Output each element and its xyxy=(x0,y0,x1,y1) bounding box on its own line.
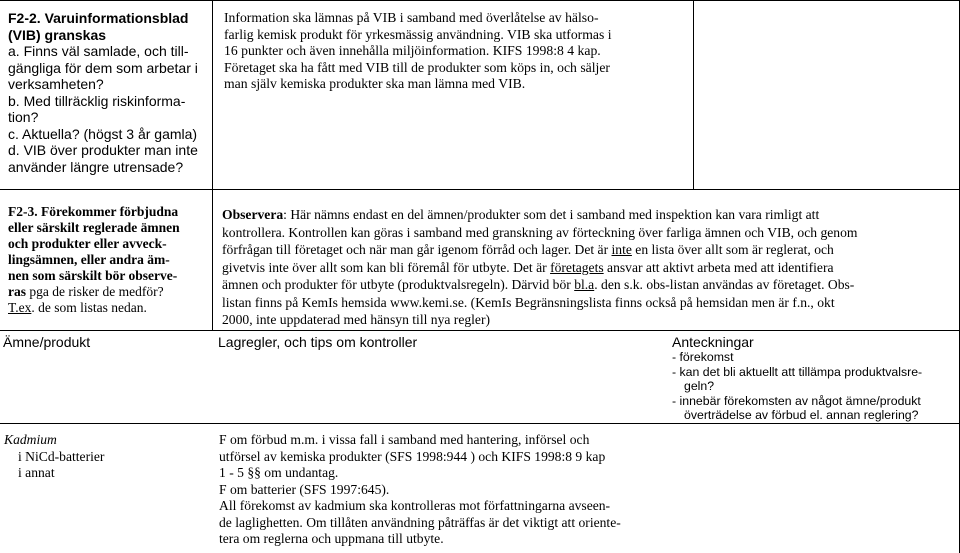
f2-2-item: verksamheten? xyxy=(8,76,104,92)
observera-line xyxy=(222,259,957,277)
observera-underline: inte xyxy=(611,242,632,257)
f2-3-line: lingsämnen, eller andra äm- xyxy=(8,252,170,267)
f2-3-line xyxy=(8,300,210,316)
observera-line xyxy=(222,276,957,294)
tex-link[interactable]: T.ex xyxy=(8,300,32,315)
column-header-notes: Anteckningar xyxy=(672,334,754,350)
substance-item: i annat xyxy=(18,465,55,480)
observera-underline: företagets xyxy=(550,259,604,275)
vib-info-line: man själv kemiska produkter ska man lämna med VIB. xyxy=(224,76,526,91)
notes-list xyxy=(672,350,957,423)
observera-text: förfrågan till företaget och när man går igenom förråd och lager. Det är xyxy=(222,242,612,257)
observera-line xyxy=(222,241,957,259)
notes-item: - kan det bli aktuellt att tillämpa produktvalsre- xyxy=(672,364,923,379)
notes-item: - innebär förekomsten av något ämne/produkt xyxy=(672,393,921,408)
f2-3-line: nen som särskilt bör observe- xyxy=(8,268,178,283)
f2-3-line: eller särskilt reglerade ämnen xyxy=(8,220,180,235)
notes-item: geln? xyxy=(684,379,715,393)
col-divider-left-top xyxy=(212,0,213,190)
f2-2-item: a. Finns väl samlade, och till- xyxy=(8,43,189,59)
observera-line: kontrollera. Kontrollen kan göras i samband med granskning av förteckning över farliga ämnen och VIB, och genom xyxy=(222,224,858,240)
f2-3-line xyxy=(8,284,210,300)
f2-3-question xyxy=(8,204,210,316)
observera-line: 2000, inte uppdaterad med hänsyn till nya regler) xyxy=(222,312,491,327)
f2-2-question xyxy=(8,10,208,175)
notes-item: - förekomst xyxy=(672,350,734,364)
f2-3-line-rest: pga de risker de medför? xyxy=(26,284,164,299)
notes-item: överträdelse av förbud el. annan reglering? xyxy=(684,408,919,422)
observera-line: listan finns på KemIs hemsida www.kemi.se. (KemIs Begränsningslista finns också på hemsidan men är f.n., okt xyxy=(222,294,835,310)
row-divider-1 xyxy=(0,189,960,190)
observera-text: givetvis inte över allt som kan bli föremål för utbyte. Det är xyxy=(222,259,551,275)
f2-2-item: c. Aktuella? (högst 3 år gamla) xyxy=(8,125,198,142)
f2-3-bold-word: ras xyxy=(8,284,26,299)
column-header-substance: Ämne/produkt xyxy=(3,334,91,350)
rule-line: tera om reglerna och uppmana till utbyte. xyxy=(219,531,444,546)
f2-2-item: b. Med tillräcklig riskinforma- xyxy=(8,92,186,109)
column-header-rules: Lagregler, och tips om kontroller xyxy=(218,334,418,350)
observera-text: ansvar att aktivt arbeta med att identifiera xyxy=(603,259,834,275)
observera-text: ämnen och produkter för utbyte (produktvalsregeln). Därvid bör xyxy=(222,277,575,292)
vib-info-line: Information ska lämnas på VIB i samband med överlåtelse av hälso- xyxy=(224,10,599,25)
observera-underline: bl.a xyxy=(574,277,595,292)
rule-line: F om batterier (SFS 1997:645). xyxy=(219,481,390,497)
row-divider-2 xyxy=(0,330,960,331)
f2-3-line: och produkter eller avveck- xyxy=(8,236,167,251)
observera-note xyxy=(222,206,957,329)
kadmium-rules xyxy=(219,432,679,548)
rule-line: All förekomst av kadmium ska kontrolleras mot författningarna avseen- xyxy=(219,498,611,513)
col-divider-left-mid xyxy=(212,190,213,330)
rule-line: de laglighetten. Om tillåten användning påträffas är det viktigt att oriente- xyxy=(219,514,621,530)
substance-kadmium xyxy=(4,432,209,482)
row-divider-3 xyxy=(0,423,960,424)
f2-3-line-rest: . de som listas nedan. xyxy=(31,300,147,315)
observera-text: . den s.k. obs-listan användas av företaget. Obs- xyxy=(594,277,855,292)
observera-text: : Här nämns endast en del ämnen/produkter som det i samband med inspektion kan vara rimligt att xyxy=(283,207,820,222)
f2-2-heading-text: F2-2. Varuinformationsblad (VIB) granskas xyxy=(8,10,189,43)
vib-info-line: Företaget ska ha fått med VIB till de produkter som köps in, och säljer xyxy=(224,59,610,75)
substance-name: Kadmium xyxy=(4,432,57,447)
f2-2-item: använder längre utrensade? xyxy=(8,158,184,175)
vib-info-line: 16 punkter och även innehålla miljöinformation. KIFS 1998:8 4 kap. xyxy=(224,43,601,58)
observera-text: en lista över allt som är reglerat, och xyxy=(631,242,834,257)
vib-info-line: farlig kemisk produkt för yrkesmässig användning. VIB ska utformas i xyxy=(224,26,612,42)
f2-2-item: d. VIB över produkter man inte xyxy=(8,142,198,158)
rule-line: 1 - 5 §§ om undantag. xyxy=(219,465,339,480)
observera-line xyxy=(222,206,957,224)
f2-2-heading xyxy=(8,10,208,43)
f2-2-item: gängliga för dem som arbetar i xyxy=(8,59,198,76)
f2-2-item: tion? xyxy=(8,109,39,125)
f2-3-line: F2-3. Förekommer förbjudna xyxy=(8,204,179,219)
vib-information xyxy=(224,10,689,93)
border-top xyxy=(0,0,960,1)
observera-label: Observera xyxy=(222,207,284,222)
rule-line: utförsel av kemiska produkter (SFS 1998:944 ) och KIFS 1998:8 9 kap xyxy=(219,448,606,464)
rule-line: F om förbud m.m. i vissa fall i samband med hantering, införsel och xyxy=(219,432,590,447)
col-divider-right-top xyxy=(693,0,694,190)
substance-item: i NiCd-batterier xyxy=(18,448,105,464)
